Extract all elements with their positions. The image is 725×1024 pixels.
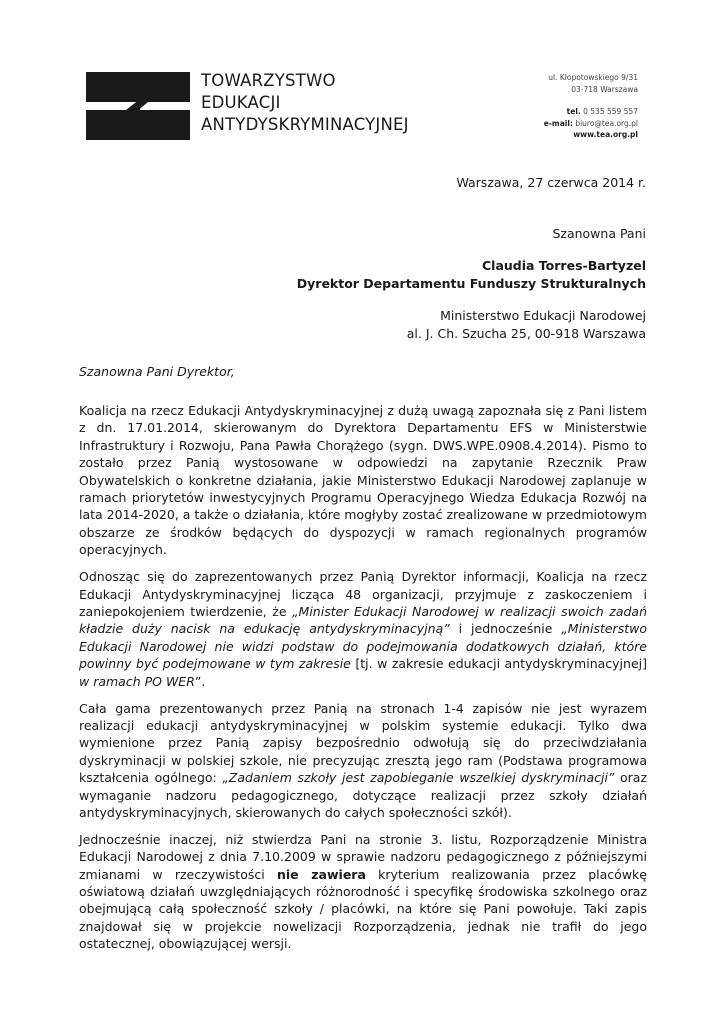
paragraph-3: Cała gama prezentowanych przez Panią na stronach 1-4 zapisów nie jest wyrazem realizacji edukacji antydyskryminacyjnej w polskim systemie edukacji. Tylko dwa wymienione przez Panią zapisy bezpośrednio odwołują się do przeciwdziałania dyskryminacji w polskiej szkole, nie precyzując zresztą jego ram (Podstawa programowa kształcenia ogólnego: „Zadaniem szkoły jest zapobieganie wszelkiej dyskryminacji” oraz wymaganie nadzoru pedagogicznego, dotyczące realizacji przez szkoły działań antydyskryminacyjnych, skierowanych do całych społeczności szkół). <box>79 700 647 820</box>
paragraph-2: Odnosząc się do zaprezentowanych przez Panią Dyrektor informacji, Koalicja na rzecz Edukacji Antydyskryminacyjnej licząca 48 organizacji, przyjmuje z zaskoczeniem i zaniepokojeniem twierdzenie, że „Minister Edukacji Narodowej w realizacji swoich zadań kładzie duży nacisk na edukację antydyskryminacyjną” i jednocześnie „Ministerstwo Edukacji Narodowej nie widzi podstaw do podejmowania dodatkowych działań, które powinny być podejmowane w tym zakresie [tj. w zakresie edukacji antydyskryminacyjnej] w ramach PO WER”. <box>79 569 647 689</box>
email-label: e-mail: <box>543 118 573 128</box>
addressee-name: Claudia Torres-Bartyzel <box>482 258 646 273</box>
organization-name <box>201 70 409 136</box>
addressee-position: Dyrektor Departamentu Funduszy Strukturalnych <box>296 276 646 291</box>
quote: w ramach PO WER <box>79 673 195 689</box>
contact-block <box>544 72 638 141</box>
addressee-salutation: Szanowna Pani <box>552 226 646 241</box>
email-link[interactable]: biuro@tea.org.pl <box>575 118 638 128</box>
email-line <box>544 118 638 130</box>
quote: „Zadaniem szkoły jest zapobieganie wszelkiej dyskryminacji” <box>222 770 615 786</box>
tel-value: 0 535 559 557 <box>583 107 638 116</box>
paragraph-4: Jednocześnie inaczej, niż stwierdza Pani na stronie 3. listu, Rozporządzenie Ministra Edukacji Narodowej z dnia 7.10.2009 w sprawie nadzoru pedagogicznego z późniejszymi zmianami w rzeczywistości nie zawiera kryterium realizowania przez placówkę oświatową działań uwzględniających różnorodność i specyfikę środowiska szkolnego oraz obejmującą całą społeczność szkoły / placówki, na które się Pani powołuje. Taki zapis znajdował się w projekcie nowelizacji Rozporządzenia, jednak nie trafił do jego ostatecznej, obowiązującej wersji. <box>79 831 647 952</box>
addressee-block <box>297 225 646 343</box>
address-line1: ul. Kłopotowskiego 9/31 <box>548 73 638 82</box>
addressee-ministry: Ministerstwo Edukacji Narodowej <box>440 308 646 323</box>
quote: „Ministerstwo Edukacji Narodowej nie widzi podstaw do podejmowania dodatkowych działań, które powinny być podejmowane w tym zakresie <box>79 621 647 672</box>
tel-label: tel. <box>566 107 581 116</box>
letterhead-logo <box>86 70 416 142</box>
org-name-line3: ANTYDYSKRYMINACYJNEJ <box>201 115 409 134</box>
tea-logo-icon <box>86 72 190 140</box>
letter-body <box>79 402 647 962</box>
org-name-line2: EDUKACJI <box>201 93 281 112</box>
addressee-address: al. J. Ch. Szucha 25, 00-918 Warszawa <box>406 326 646 341</box>
letter-date: Warszawa, 27 czerwca 2014 r. <box>456 175 646 190</box>
org-name-line1: TOWARZYSTWO <box>201 71 336 90</box>
quote: „Minister Edukacji Narodowej w realizacji swoich zadań kładzie duży nacisk na edukację antydyskryminacyjną” <box>79 603 647 637</box>
emphasis: nie zawiera <box>276 866 366 882</box>
phone-line <box>544 106 638 118</box>
website-link[interactable]: www.tea.org.pl <box>573 130 638 139</box>
address-line2: 03-718 Warszawa <box>571 84 638 94</box>
letter-greeting: Szanowna Pani Dyrektor, <box>79 364 235 379</box>
paragraph-1: Koalicja na rzecz Edukacji Antydyskryminacyjnej z dużą uwagą zapoznała się z Pani listem z dn. 17.01.2014, skierowanym do Dyrektora Departamentu EFS w Ministerstwie Infrastruktury i Rozwoju, Pana Pawła Chorążego (sygn. DWS.WPE.0908.4.2014). Pismo to zostało przez Panią wystosowane w odpowiedzi na zapytanie Rzecznik Praw Obywatelskich o konkretne działania, jakie Ministerstwo Edukacji Narodowej zaplanuje w ramach priorytetów inwestycyjnych Programu Operacyjnego Wiedza Edukacja Rozwój na lata 2014-2020, a także o działania, które mogłyby zostać zrealizowane w przedmiotowym obszarze ze środków będących do dyspozycji w ramach regionalnych programów operacyjnych. <box>79 403 647 558</box>
